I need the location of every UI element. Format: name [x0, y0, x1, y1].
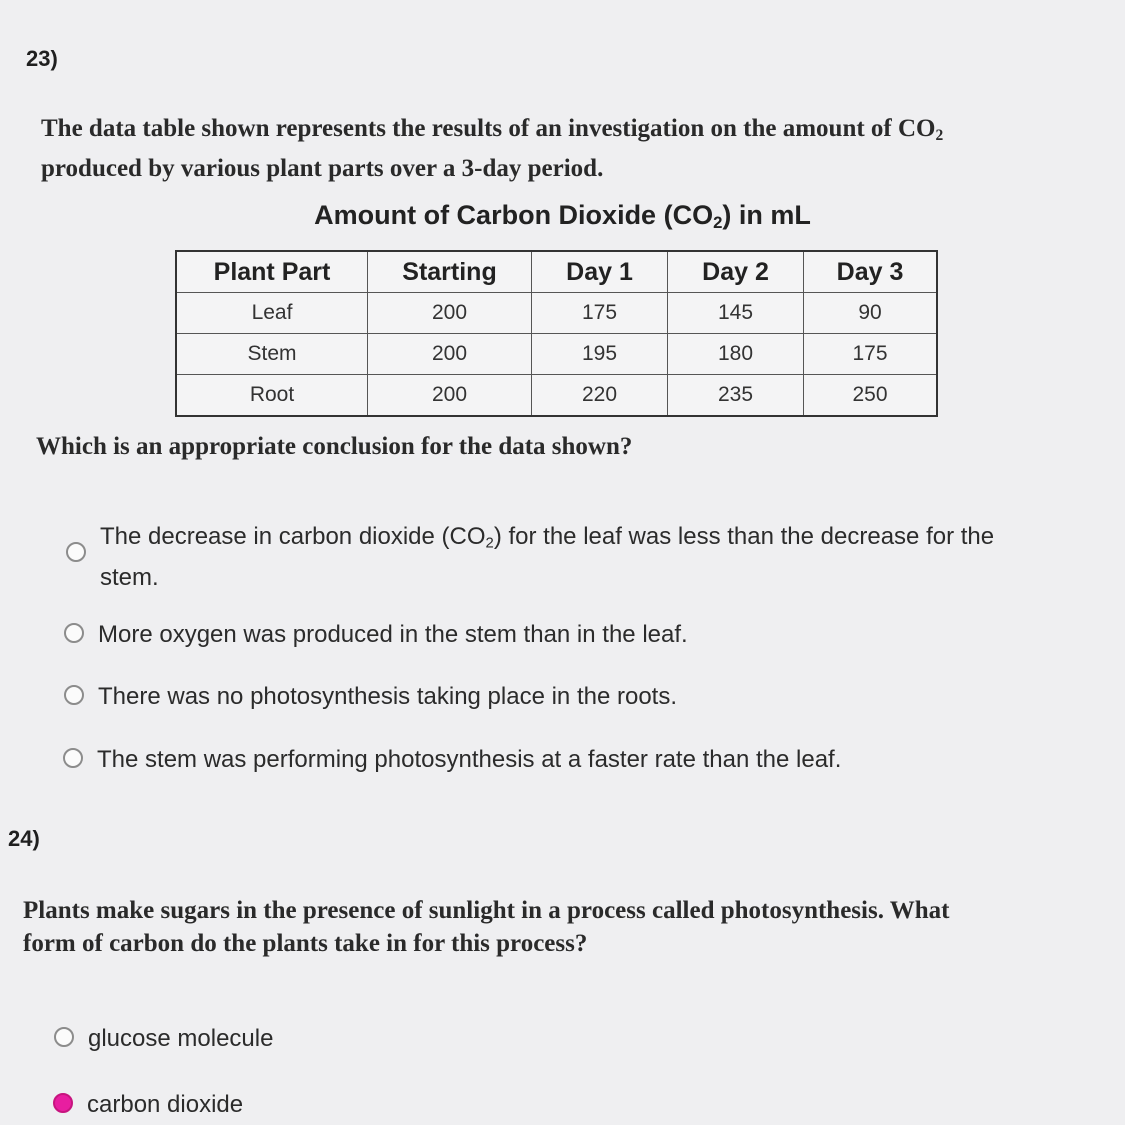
table-cell: 145 [668, 293, 804, 334]
table-title [0, 200, 1125, 233]
table-cell: 175 [532, 293, 668, 334]
table-cell: 175 [804, 334, 938, 375]
option-label: The stem was performing photosynthesis at a faster rate than the leaf. [97, 746, 842, 773]
table-cell: Stem [176, 334, 368, 375]
table-cell: 200 [368, 293, 532, 334]
subscript: 2 [485, 535, 494, 552]
column-header-starting: Starting [368, 251, 532, 293]
question-23-stem-line1: The data table shown represents the results of an investigation on the amount of CO [41, 115, 936, 142]
radio-button-selected[interactable] [53, 1093, 73, 1113]
table-row [176, 293, 937, 334]
question-23-prompt: Which is an appropriate conclusion for the data shown? [36, 433, 633, 460]
q23-option-2[interactable] [64, 618, 688, 651]
q24-option-1[interactable] [54, 1022, 273, 1055]
option-label: There was no photosynthesis taking place in the roots. [98, 683, 677, 710]
q24-option-2[interactable] [53, 1088, 243, 1121]
radio-button[interactable] [64, 685, 84, 705]
table-title-unit: ) in mL [722, 200, 811, 230]
option-label: carbon dioxide [87, 1091, 244, 1118]
table-row [176, 375, 937, 417]
question-24-stem-line1: Plants make sugars in the presence of sunlight in a process called photosynthesis. What [23, 897, 950, 924]
table-cell: Leaf [176, 293, 368, 334]
option-label: More oxygen was produced in the stem than in the leaf. [98, 621, 688, 648]
column-header-day-3: Day 3 [804, 251, 938, 293]
table-cell: 250 [804, 375, 938, 417]
question-24-stem-line2: form of carbon do the plants take in for this process? [23, 930, 588, 957]
table-row [176, 334, 937, 375]
radio-button[interactable] [64, 623, 84, 643]
column-header-plant-part: Plant Part [176, 251, 368, 293]
radio-button[interactable] [66, 542, 86, 562]
table-title-text: Amount of Carbon Dioxide (CO [314, 200, 714, 230]
co2-data-table [175, 250, 938, 417]
column-header-day-1: Day 1 [532, 251, 668, 293]
radio-button[interactable] [63, 748, 83, 768]
subscript: 2 [713, 213, 723, 233]
table-cell: 220 [532, 375, 668, 417]
question-24-number: 24) [8, 826, 40, 851]
column-header-day-2: Day 2 [668, 251, 804, 293]
table-cell: 235 [668, 375, 804, 417]
question-24-stem [23, 894, 950, 960]
question-23-number: 23) [26, 46, 58, 71]
table-cell: 180 [668, 334, 804, 375]
option-text: ) for the leaf was less than the decrease for the stem. [100, 523, 995, 591]
question-23-stem-line2: produced by various plant parts over a 3-day period. [41, 154, 604, 182]
radio-button[interactable] [54, 1027, 74, 1047]
table-header-row [176, 251, 937, 293]
subscript: 2 [935, 126, 944, 144]
q23-option-4[interactable] [63, 743, 841, 776]
q23-option-3[interactable] [64, 680, 677, 713]
table-cell: 90 [804, 293, 938, 334]
table-cell: 200 [368, 375, 532, 417]
table-cell: 200 [368, 334, 532, 375]
option-text: The decrease in carbon dioxide (CO [100, 523, 486, 550]
table-cell: Root [176, 375, 368, 417]
option-label: glucose molecule [88, 1025, 274, 1052]
option-label [100, 520, 1026, 594]
table-cell: 195 [532, 334, 668, 375]
question-23-stem [41, 112, 943, 185]
q23-option-1[interactable] [66, 520, 1026, 594]
